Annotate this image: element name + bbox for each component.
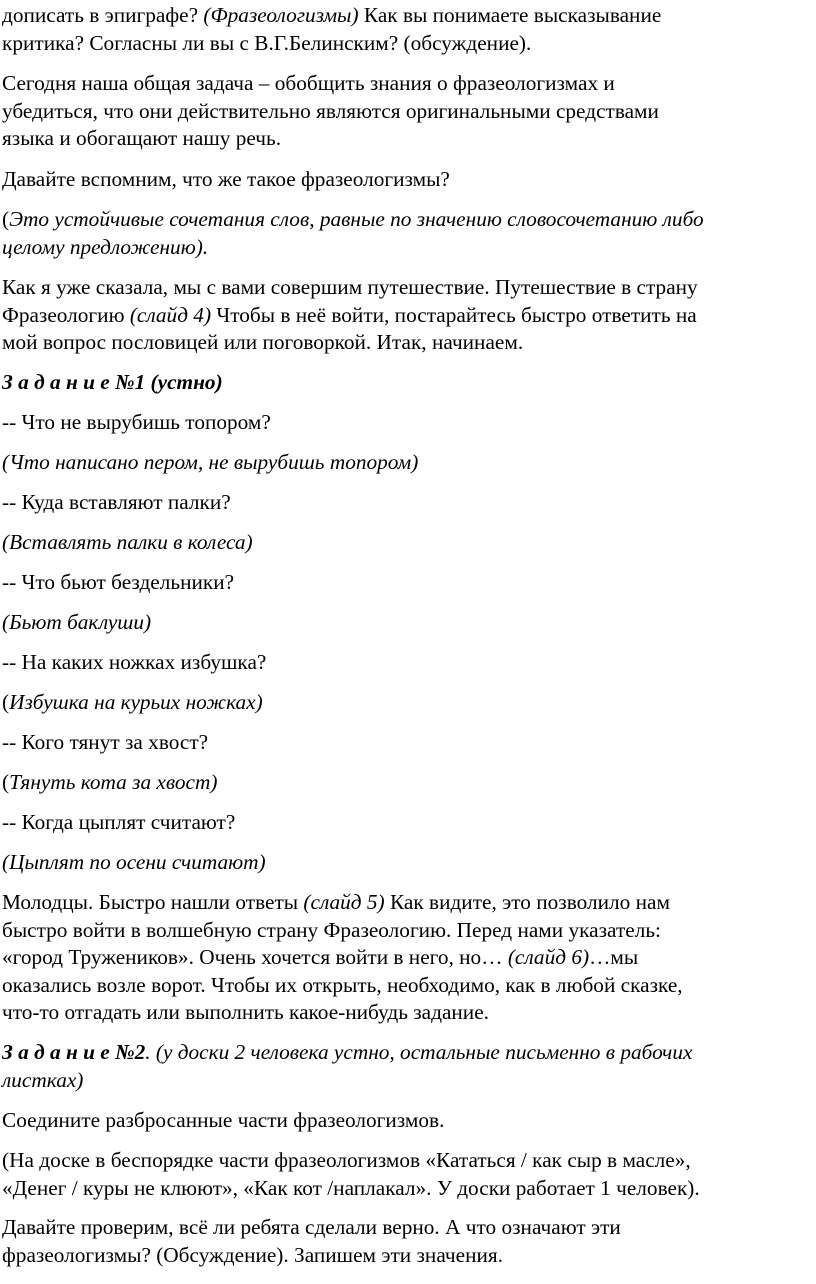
question-4: -- На каких ножках избушка? [2, 650, 267, 674]
board-paragraph: (На доске в беспорядке части фразеологизмов «Кататься / как сыр в масле», «Денег / куры не клюют», «Как кот /наплакал». У доски работает 1 человек). [2, 1148, 700, 1200]
goal-paragraph: Сегодня наша общая задача – обобщить знания о фразеологизмах и убедиться, что они действительно являются оригинальными средствами языка и обогащают нашу речь. [2, 71, 659, 150]
question-6: -- Когда цыплят считают? [2, 810, 236, 834]
question-3: -- Что бьют бездельники? [2, 570, 235, 594]
answer-4: (Избушка на курьих ножках) [2, 690, 263, 714]
instruction-paragraph: Соедините разбросанные части фразеологизмов. [2, 1108, 445, 1132]
answer-5: (Тянуть кота за хвост) [2, 770, 218, 794]
task-2-heading: З а д а н и е №2. (у доски 2 человека устно, остальные письменно в рабочих листках) [2, 1040, 693, 1092]
answer-2: (Вставлять палки в колеса) [2, 530, 253, 554]
intro-paragraph: дописать в эпиграфе? (Фразеологизмы) Как вы понимаете высказывание критика? Согласны ли вы с В.Г.Белинским? (обсуждение). [2, 3, 662, 55]
question-1: -- Что не вырубишь топором? [2, 410, 271, 434]
task-1-heading: З а д а н и е №1 (устно) [2, 370, 223, 394]
answer-3: (Бьют баклуши) [2, 610, 152, 634]
question-paragraph: Давайте вспомним, что же такое фразеологизмы? [2, 167, 450, 191]
answer-6: (Цыплят по осени считают) [2, 850, 266, 874]
journey-paragraph: Как я уже сказала, мы с вами совершим путешествие. Путешествие в страну Фразеологию (слайд 4) Чтобы в неё войти, постарайтесь быстро ответить на мой вопрос пословицей или поговоркой. Итак, начинаем. [2, 275, 698, 354]
question-2: -- Куда вставляют палки? [2, 490, 231, 514]
question-5: -- Кого тянут за хвост? [2, 730, 209, 754]
answer-1: (Что написано пером, не вырубишь топором) [2, 450, 419, 474]
check-paragraph: Давайте проверим, всё ли ребята сделали верно. А что означают эти фразеологизмы? (Обсуждение). Запишем эти значения. [2, 1215, 621, 1267]
definition-paragraph: (Это устойчивые сочетания слов, равные по значению словосочетанию либо целому предложению). [2, 207, 704, 259]
praise-paragraph: Молодцы. Быстро нашли ответы (слайд 5) Как видите, это позволило нам быстро войти в волшебную страну Фразеологию. Перед нами указатель: «город Тружеников». Очень хочется войти в него, но… (слайд 6)…мы оказались возле ворот. Чтобы их открыть, необходимо, как в любой сказке, что-то отгадать или выполнить какое-нибудь задание. [2, 890, 683, 1024]
